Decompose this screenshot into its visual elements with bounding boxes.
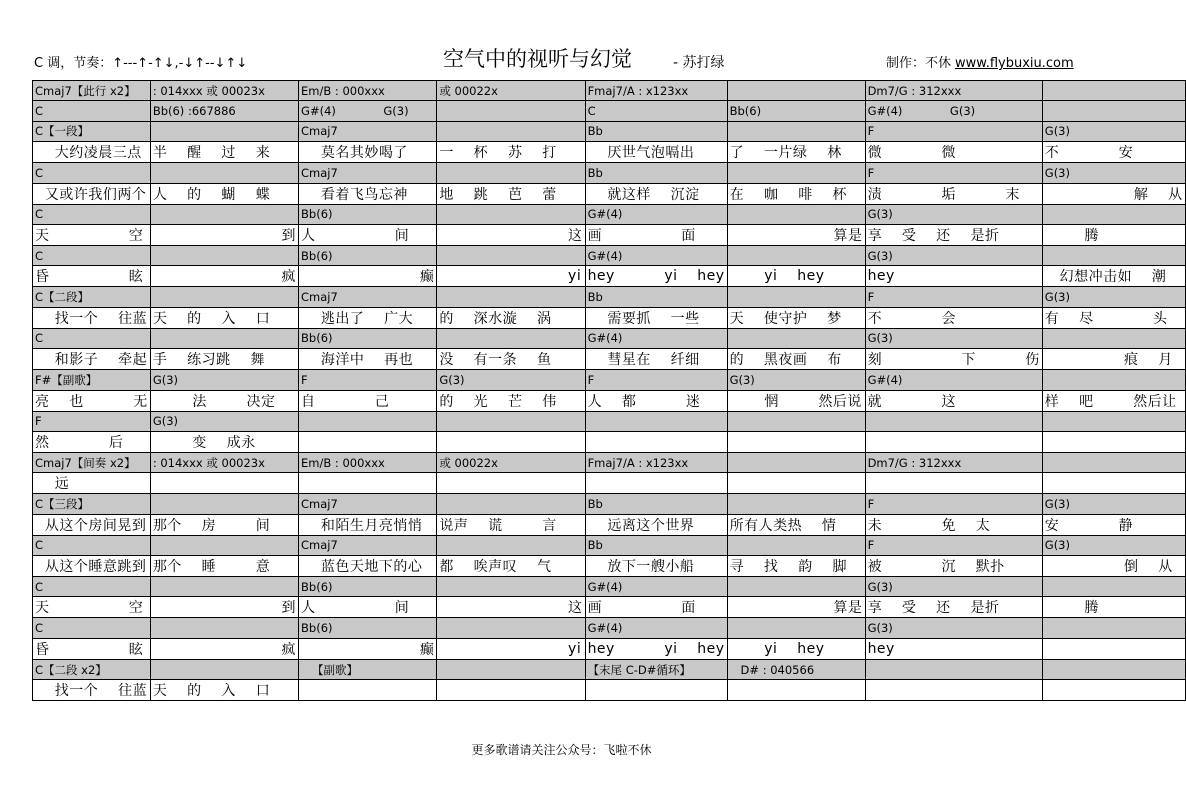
chord-sheet-table	[32, 80, 1186, 701]
chord-cell	[585, 411, 727, 431]
lyric-cell: 逃出了 广大	[299, 307, 437, 328]
chord-row	[33, 577, 1186, 597]
chord-cell	[150, 121, 298, 141]
lyric-cell	[1042, 680, 1185, 701]
lyric-cell	[299, 473, 437, 494]
chord-cell: Cmaj7	[299, 535, 437, 555]
chord-cell	[727, 328, 865, 348]
chord-cell	[437, 659, 585, 679]
lyric-cell: 这	[437, 224, 585, 245]
chord-cell: F	[865, 121, 1042, 141]
lyric-cell	[299, 680, 437, 701]
lyric-cell: 的 深水漩 涡	[437, 307, 585, 328]
lyric-cell: 然 后	[33, 431, 151, 452]
chord-cell	[437, 204, 585, 224]
chord-cell: G#(4)	[585, 245, 727, 265]
chord-cell: Cmaj7【间奏 x2】	[33, 452, 151, 472]
lyric-cell: 变 成永	[150, 431, 298, 452]
chord-cell	[150, 163, 298, 183]
chord-cell: G(3)	[865, 577, 1042, 597]
lyric-cell	[299, 431, 437, 452]
chord-cell: : 014xxx 或 00023x	[150, 452, 298, 472]
lyric-cell: 彗星在 纤细	[585, 349, 727, 370]
chord-cell	[727, 535, 865, 555]
chord-cell: G(3)	[865, 245, 1042, 265]
lyric-cell: 天 的 入 口	[150, 680, 298, 701]
chord-row	[33, 659, 1186, 679]
lyric-cell: 那个 房 间	[150, 514, 298, 535]
chord-cell: G#(4)	[865, 370, 1042, 390]
lyric-cell: 的 黑夜画 布	[727, 349, 865, 370]
lyric-row	[33, 473, 1186, 494]
lyric-cell: 倒 从	[1042, 556, 1185, 577]
lyric-cell: 看着飞鸟忘神	[299, 183, 437, 204]
lyric-cell: 找一个 往蓝	[33, 680, 151, 701]
chord-cell: 或 00022x	[437, 452, 585, 472]
chord-cell	[1042, 101, 1185, 121]
lyric-cell: 远	[33, 473, 151, 494]
chord-cell: G(3)	[865, 204, 1042, 224]
lyric-row	[33, 349, 1186, 370]
lyric-row	[33, 597, 1186, 618]
lyric-cell	[585, 473, 727, 494]
chord-cell: Em/B : 000xxx	[299, 81, 437, 101]
chord-cell	[727, 494, 865, 514]
chord-cell: G(3)	[1042, 287, 1185, 307]
chord-cell	[1042, 411, 1185, 431]
lyric-cell: 天 使守护 梦	[727, 307, 865, 328]
chord-cell: G(3)	[1042, 121, 1185, 141]
chord-cell	[150, 494, 298, 514]
lyric-cell: 昏 眩	[33, 266, 151, 287]
chord-cell	[150, 659, 298, 679]
chord-cell: C【二段】	[33, 287, 151, 307]
chord-cell: F	[33, 411, 151, 431]
lyric-cell: yi	[437, 638, 585, 659]
chord-cell	[150, 204, 298, 224]
chord-cell	[437, 121, 585, 141]
chord-cell	[150, 328, 298, 348]
lyric-cell: 海洋中 再也	[299, 349, 437, 370]
chord-cell	[1042, 81, 1185, 101]
footer-note: 更多歌谱请关注公众号：飞啦不休	[471, 743, 652, 757]
chord-cell	[727, 121, 865, 141]
chord-cell: G(3)	[1042, 494, 1185, 514]
chord-row	[33, 328, 1186, 348]
lyric-cell: 样 吧 然后让	[1042, 390, 1185, 411]
chord-cell: Cmaj7	[299, 494, 437, 514]
chord-cell	[727, 452, 865, 472]
chord-cell	[437, 618, 585, 638]
lyric-cell: 蓝色天地下的心	[299, 556, 437, 577]
lyric-cell: 未 免 太	[865, 514, 1042, 535]
chord-cell: Em/B : 000xxx	[299, 452, 437, 472]
lyric-cell: 安 静	[1042, 514, 1185, 535]
chord-cell: Bb(6)	[299, 618, 437, 638]
chord-cell: G(3)	[865, 328, 1042, 348]
lyric-cell: 地 跳 芭 蕾	[437, 183, 585, 204]
chord-row	[33, 81, 1186, 101]
chord-cell: G(3)	[865, 618, 1042, 638]
lyric-row	[33, 514, 1186, 535]
chord-cell: G(3)	[437, 370, 585, 390]
lyric-cell: 到	[150, 597, 298, 618]
chord-cell: Cmaj7【此行 x2】	[33, 81, 151, 101]
lyric-cell: 找一个 往蓝	[33, 307, 151, 328]
chord-cell: C	[33, 101, 151, 121]
lyric-row	[33, 680, 1186, 701]
chord-cell	[727, 411, 865, 431]
lyric-cell: 有 尽 头	[1042, 307, 1185, 328]
lyric-cell: 寻 找 韵 脚	[727, 556, 865, 577]
lyric-cell: 昏 眩	[33, 638, 151, 659]
chord-cell	[299, 411, 437, 431]
chord-cell: : 014xxx 或 00023x	[150, 81, 298, 101]
lyric-cell	[865, 680, 1042, 701]
chord-cell: F	[585, 370, 727, 390]
lyric-cell: yi hey	[727, 638, 865, 659]
chord-cell	[437, 245, 585, 265]
lyric-cell: 那个 睡 意	[150, 556, 298, 577]
lyric-cell: yi	[437, 266, 585, 287]
chord-cell	[150, 245, 298, 265]
lyric-cell: 癫	[299, 266, 437, 287]
lyric-cell	[727, 680, 865, 701]
lyric-cell	[437, 680, 585, 701]
lyric-cell: 需要抓 一些	[585, 307, 727, 328]
chord-cell	[437, 163, 585, 183]
chord-cell: G#(4)	[585, 577, 727, 597]
chord-cell: G#(4)	[585, 204, 727, 224]
lyric-cell: 癫	[299, 638, 437, 659]
lyric-cell: 天 的 入 口	[150, 307, 298, 328]
chord-row	[33, 101, 1186, 121]
chord-cell: G(3)	[1042, 163, 1185, 183]
chord-cell: G#(4)	[585, 328, 727, 348]
chord-cell	[727, 287, 865, 307]
lyric-cell: 渍 垢 末	[865, 183, 1042, 204]
chord-cell	[437, 287, 585, 307]
lyric-cell: 不 安	[1042, 142, 1185, 163]
lyric-cell: hey	[865, 638, 1042, 659]
lyric-row	[33, 638, 1186, 659]
chord-cell	[1042, 452, 1185, 472]
chord-cell: C【三段】	[33, 494, 151, 514]
lyric-cell: 幻想冲击如 潮	[1042, 266, 1185, 287]
chord-cell: G(3)	[1042, 535, 1185, 555]
lyric-cell	[865, 431, 1042, 452]
lyric-cell: 大约凌晨三点	[33, 142, 151, 163]
chord-cell	[865, 659, 1042, 679]
artist-subtitle: - 苏打绿	[673, 55, 725, 71]
lyric-cell: 莫名其妙喝了	[299, 142, 437, 163]
lyric-cell: 都 唉声叹 气	[437, 556, 585, 577]
lyric-row	[33, 390, 1186, 411]
lyric-row	[33, 556, 1186, 577]
lyric-cell: yi hey	[727, 266, 865, 287]
lyric-cell: 说声 谎 言	[437, 514, 585, 535]
lyric-cell: hey yi hey	[585, 638, 727, 659]
lyric-cell	[1042, 638, 1185, 659]
lyric-row	[33, 224, 1186, 245]
chord-cell	[437, 535, 585, 555]
chord-cell	[150, 287, 298, 307]
lyric-cell: 亮 也 无	[33, 390, 151, 411]
lyric-cell	[865, 473, 1042, 494]
lyric-cell: 微 微	[865, 142, 1042, 163]
lyric-cell: 腾	[1042, 224, 1185, 245]
chord-cell	[1042, 328, 1185, 348]
lyric-cell: 又或许我们两个	[33, 183, 151, 204]
header-left-key-rhythm: C 调，节奏：↑---↑-↑↓,-↓↑--↓↑↓	[34, 56, 248, 71]
chord-cell	[150, 577, 298, 597]
chord-row	[33, 618, 1186, 638]
lyric-cell: 和陌生月亮悄悄	[299, 514, 437, 535]
chord-cell	[727, 245, 865, 265]
chord-cell: Bb(6)	[299, 328, 437, 348]
lyric-row	[33, 183, 1186, 204]
lyric-cell: 痕 月	[1042, 349, 1185, 370]
chord-row	[33, 370, 1186, 390]
lyric-cell: 算是	[727, 224, 865, 245]
chord-cell: F	[865, 535, 1042, 555]
lyric-cell: hey	[865, 266, 1042, 287]
chord-row	[33, 121, 1186, 141]
page-title: 空气中的视听与幻觉	[443, 47, 632, 71]
chord-cell: F	[865, 287, 1042, 307]
chord-cell	[150, 618, 298, 638]
lyric-cell: 所有人类热 情	[727, 514, 865, 535]
chord-cell: Bb	[585, 163, 727, 183]
chord-row	[33, 535, 1186, 555]
chord-row	[33, 411, 1186, 431]
chord-cell	[437, 411, 585, 431]
chord-cell: Bb(6)	[299, 577, 437, 597]
lyric-cell: 人 间	[299, 597, 437, 618]
chord-cell: C【一段】	[33, 121, 151, 141]
chord-cell	[437, 101, 585, 121]
chord-cell	[865, 411, 1042, 431]
chord-cell: Dm7/G : 312xxx	[865, 452, 1042, 472]
lyric-cell: 疯	[150, 266, 298, 287]
chord-cell	[727, 204, 865, 224]
chord-cell: Bb(6)	[727, 101, 865, 121]
lyric-row	[33, 142, 1186, 163]
lyric-cell: 从这个房间晃到	[33, 514, 151, 535]
chord-cell	[727, 618, 865, 638]
chord-cell: D# : 040566	[727, 659, 865, 679]
chord-cell: Cmaj7	[299, 287, 437, 307]
chord-cell: 或 00022x	[437, 81, 585, 101]
chord-cell: G#(4) G(3)	[299, 101, 437, 121]
lyric-cell: 不 会	[865, 307, 1042, 328]
lyric-cell: 就这样 沉淀	[585, 183, 727, 204]
chord-cell	[727, 81, 865, 101]
lyric-cell: 天 空	[33, 224, 151, 245]
chord-cell: G#(4)	[585, 618, 727, 638]
lyric-row	[33, 266, 1186, 287]
lyric-cell: 天 空	[33, 597, 151, 618]
chord-row	[33, 494, 1186, 514]
lyric-row	[33, 431, 1186, 452]
lyric-cell: 疯	[150, 638, 298, 659]
chord-cell: G(3)	[150, 411, 298, 431]
lyric-cell: 一 杯 苏 打	[437, 142, 585, 163]
chord-cell: Cmaj7	[299, 121, 437, 141]
lyric-cell: hey yi hey	[585, 266, 727, 287]
chord-cell	[727, 163, 865, 183]
chord-cell	[1042, 370, 1185, 390]
lyric-cell	[727, 431, 865, 452]
lyric-cell: 自 己	[299, 390, 437, 411]
lyric-cell: 人 都 迷	[585, 390, 727, 411]
chord-cell: F	[865, 494, 1042, 514]
lyric-cell: 人 间	[299, 224, 437, 245]
chord-cell: Bb	[585, 535, 727, 555]
chord-cell: Bb(6)	[299, 204, 437, 224]
lyric-cell	[437, 473, 585, 494]
lyric-cell: 被 沉 默扑	[865, 556, 1042, 577]
lyric-cell: 从这个睡意跳到	[33, 556, 151, 577]
chord-cell: C	[33, 577, 151, 597]
chord-cell: C	[33, 328, 151, 348]
chord-cell: G(3)	[150, 370, 298, 390]
lyric-cell: 享 受 还 是折	[865, 597, 1042, 618]
chord-cell: F#【副歌】	[33, 370, 151, 390]
chord-cell	[727, 577, 865, 597]
credit-text: 制作：不休	[886, 56, 952, 71]
lyric-cell	[585, 431, 727, 452]
lyric-cell: 刻 下 伤	[865, 349, 1042, 370]
chord-cell: C【二段 x2】	[33, 659, 151, 679]
chord-cell: G(3)	[727, 370, 865, 390]
lyric-cell: 没 有一条 鱼	[437, 349, 585, 370]
chord-cell: 【末尾 C-D#循环】	[585, 659, 727, 679]
chord-cell: C	[33, 618, 151, 638]
lyric-cell: 半 醒 过 来	[150, 142, 298, 163]
chord-cell: C	[33, 163, 151, 183]
lyric-cell: 和影子 牵起	[33, 349, 151, 370]
lyric-row	[33, 307, 1186, 328]
chord-row	[33, 452, 1186, 472]
lyric-cell	[1042, 431, 1185, 452]
chord-cell: Bb	[585, 494, 727, 514]
chord-row	[33, 287, 1186, 307]
chord-cell	[437, 494, 585, 514]
chord-cell: C	[585, 101, 727, 121]
chord-cell: G#(4) G(3)	[865, 101, 1042, 121]
chord-cell: C	[33, 535, 151, 555]
chord-cell: Fmaj7/A : x123xx	[585, 452, 727, 472]
lyric-cell: 法 决定	[150, 390, 298, 411]
chord-cell: Cmaj7	[299, 163, 437, 183]
lyric-cell: 厌世气泡嗝出	[585, 142, 727, 163]
chord-cell	[1042, 577, 1185, 597]
lyric-cell: 享 受 还 是折	[865, 224, 1042, 245]
chord-cell: Fmaj7/A : x123xx	[585, 81, 727, 101]
lyric-cell: 人 的 蝴 蝶	[150, 183, 298, 204]
chord-cell: Dm7/G : 312xxx	[865, 81, 1042, 101]
lyric-cell	[585, 680, 727, 701]
lyric-cell	[437, 431, 585, 452]
lyric-cell: 远离这个世界	[585, 514, 727, 535]
chord-cell	[1042, 659, 1185, 679]
chord-cell: C	[33, 204, 151, 224]
chord-cell: 【副歌】	[299, 659, 437, 679]
lyric-cell: 画 面	[585, 597, 727, 618]
chord-row	[33, 163, 1186, 183]
lyric-cell: 画 面	[585, 224, 727, 245]
chord-cell: Bb	[585, 121, 727, 141]
chord-row	[33, 204, 1186, 224]
lyric-cell: 了 一片绿 林	[727, 142, 865, 163]
chord-cell: Bb(6)	[299, 245, 437, 265]
chord-cell	[437, 328, 585, 348]
header-right-credit	[886, 52, 1074, 71]
lyric-cell: 手 练习跳 舞	[150, 349, 298, 370]
chord-cell	[1042, 245, 1185, 265]
lyric-cell: 解 从	[1042, 183, 1185, 204]
chord-cell: Bb	[585, 287, 727, 307]
lyric-cell: 在 咖 啡 杯	[727, 183, 865, 204]
lyric-cell	[1042, 473, 1185, 494]
chord-cell: C	[33, 245, 151, 265]
chord-cell	[437, 577, 585, 597]
chord-cell	[1042, 618, 1185, 638]
lyric-cell	[727, 473, 865, 494]
lyric-cell: 的 光 芒 伟	[437, 390, 585, 411]
website-link[interactable]: www.flybuxiu.com	[955, 56, 1074, 71]
lyric-cell: 惘 然后说	[727, 390, 865, 411]
lyric-cell: 到	[150, 224, 298, 245]
chord-cell: F	[865, 163, 1042, 183]
lyric-cell: 放下一艘小船	[585, 556, 727, 577]
chord-cell	[1042, 204, 1185, 224]
chord-cell	[150, 535, 298, 555]
lyric-cell: 算是	[727, 597, 865, 618]
lyric-cell: 这	[437, 597, 585, 618]
chord-cell: Bb(6) :667886	[150, 101, 298, 121]
chord-row	[33, 245, 1186, 265]
lyric-cell: 就 这	[865, 390, 1042, 411]
lyric-cell: 腾	[1042, 597, 1185, 618]
chord-cell: F	[299, 370, 437, 390]
lyric-cell	[150, 473, 298, 494]
